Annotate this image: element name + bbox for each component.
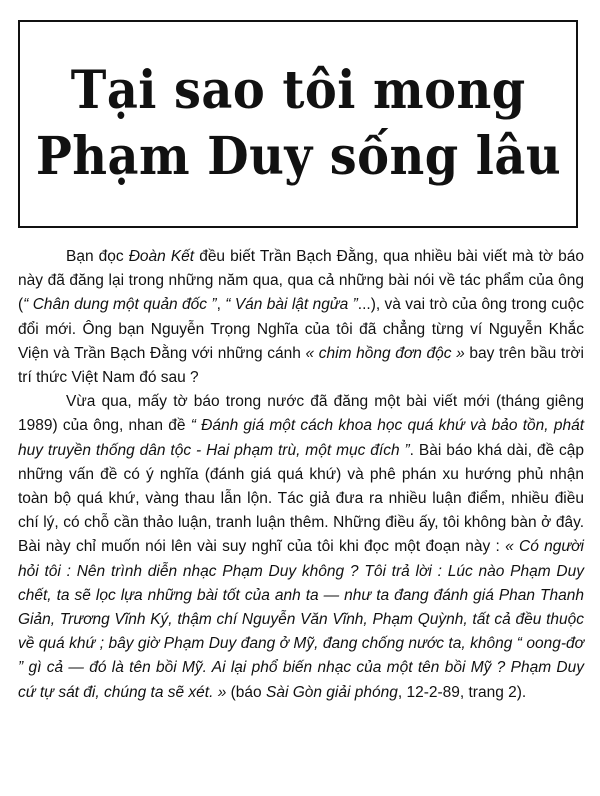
p2-italic-quote: « Có người hỏi tôi : Nên trình diễn nhạc Phạm Duy không ? Tôi trả lời : Lúc nào Phạm Duy chết, ta sẽ lọc lựa những bài tốt của anh ta — như ta đang đánh giá Phan Thanh Giản, Trương Vĩnh Ký, thậm chí Nguyễn Văn Vĩnh, Phạm Quỳnh, tất cả đều thuộc về quá khứ ; bây giờ Phạm Duy đang ở Mỹ, đang chống nước ta, không “ oong-đơ ” gì cả — đó là tên bồi Mỹ. Ai lại phổ biến nhạc của một tên bồi Mỹ ? Phạm Duy cứ tự sát đi, chúng ta sẽ xét. »	[18, 538, 584, 701]
p1-text-2: đều biết Trần Bạch Đằng, qua nhiều bài viết mà tờ báo này đã đăng lại trong những năm qua, qua cả những bài nói về tác phẩm của ông (	[18, 248, 584, 314]
p1-italic-newspaper: Đoàn Kết	[128, 248, 195, 265]
title-line-1: Tại sao tôi mong	[70, 60, 526, 121]
paragraph-1	[18, 245, 584, 390]
p1-text-3: ,	[216, 296, 226, 314]
p2-italic-article-title: “ Đánh giá một cách khoa học quá khứ và bảo tồn, phát huy truyền thống dân tộc - Hai phạm trù, một mục đích ”	[18, 417, 584, 459]
p1-text-5: bay trên bầu trời trí thức Việt Nam đó sau ?	[18, 344, 584, 387]
p2-text-4: , 12-2-89, trang 2).	[397, 683, 527, 701]
p1-text-1: Bạn đọc	[66, 248, 129, 265]
title-line-2: Phạm Duy sống lâu	[35, 126, 561, 187]
paragraph-2	[18, 390, 584, 705]
p2-text-3: (báo	[226, 683, 266, 701]
p2-text-2: . Bài báo khá dài, đề cập những vấn đề có ý nghĩa (đánh giá quá khứ) và phê phán xu hướng phủ nhận toàn bộ quá khứ, vàng thau lẫn lộn. Tác giả đưa ra nhiều luận điểm, nhiều điều chí lý, có chỗ cần thảo luận, tranh luận thêm. Những điều ấy, tôi không bàn ở đây. Bài này chỉ muốn nói lên vài suy nghĩ của tôi khi đọc một đoạn này :	[18, 441, 584, 556]
p2-italic-source: Sài Gòn giải phóng	[265, 683, 398, 701]
p1-italic-phrase: « chim hồng đơn độc »	[305, 344, 465, 362]
title-box	[18, 20, 578, 228]
p1-italic-work-2: “ Ván bài lật ngửa ”	[225, 296, 358, 314]
article-body	[18, 245, 584, 705]
p1-text-4: ...), và vai trò của ông trong cuộc đổi mới. Ông bạn Nguyễn Trọng Nghĩa của tôi đã chẳng từng ví Nguyễn Khắc Viện và Trần Bạch Đằng với những cánh	[18, 296, 584, 362]
p1-italic-work-1: “ Chân dung một quản đốc ”	[23, 296, 217, 314]
p2-text-1: Vừa qua, mấy tờ báo trong nước đã đăng một bài viết mới (tháng giêng 1989) của ông, nhan đề	[18, 393, 584, 435]
